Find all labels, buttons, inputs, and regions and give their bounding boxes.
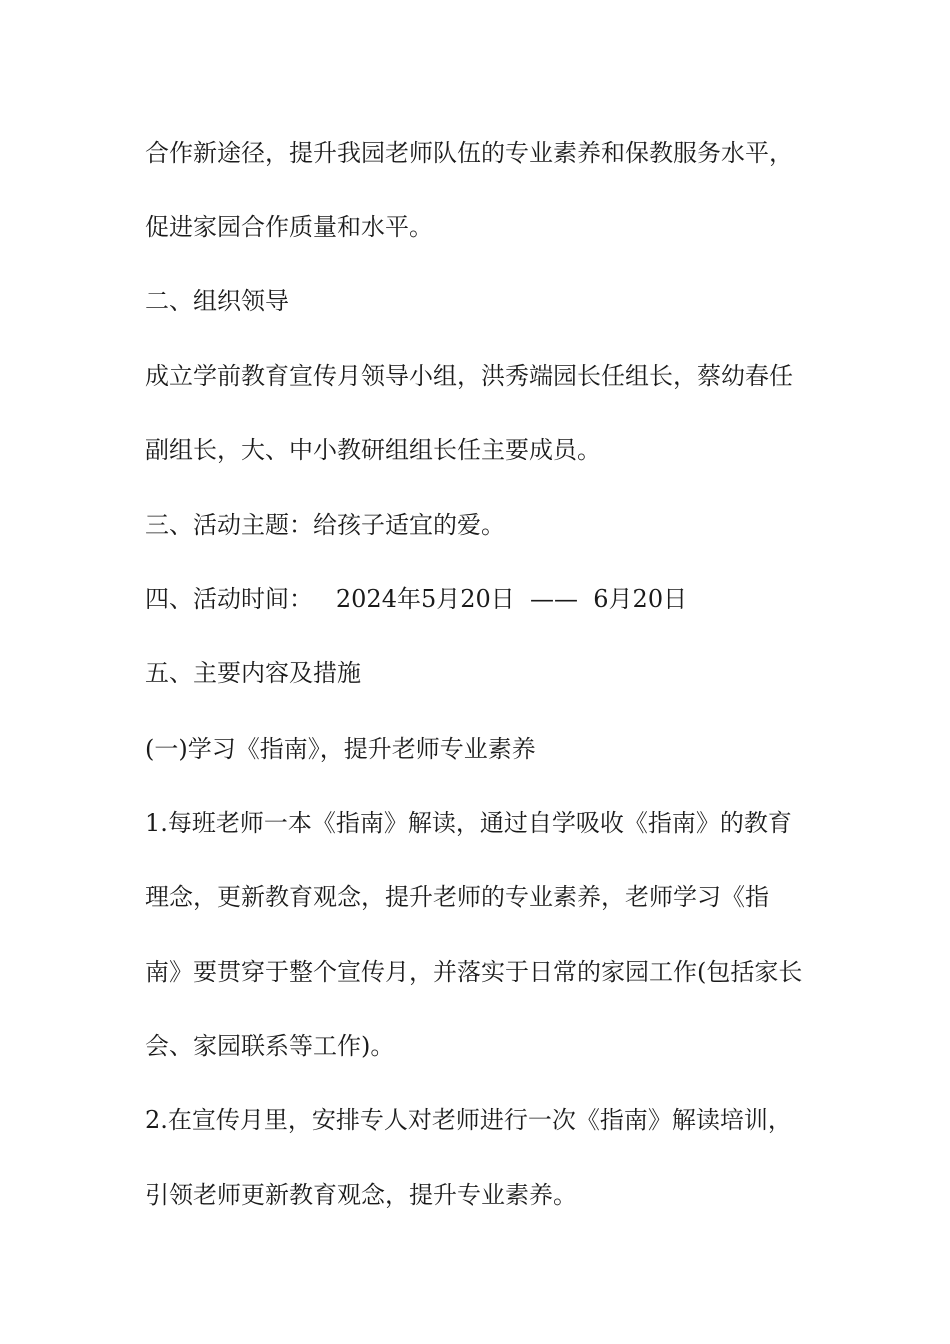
section-heading: 四、活动时间： 2024年5月20日 —— 6月20日 — [145, 585, 688, 613]
text-line: 1.每班老师一本《指南》解读，通过自学吸收《指南》的教育 — [145, 809, 792, 837]
text-line: 引领老师更新教育观念，提升专业素养。 — [145, 1181, 577, 1209]
text-line: 副组长，大、中小教研组组长任主要成员。 — [145, 436, 601, 464]
text-line: 促进家园合作质量和水平。 — [145, 213, 433, 241]
text-line: 理念，更新教育观念，提升老师的专业素养，老师学习《指 — [145, 883, 769, 911]
text-line: 会、家园联系等工作)。 — [145, 1032, 395, 1060]
section-heading: 三、活动主题：给孩子适宜的爱。 — [145, 511, 505, 539]
subsection-heading: (一)学习《指南》，提升老师专业素养 — [145, 735, 536, 763]
text-line: 南》要贯穿于整个宣传月，并落实于日常的家园工作(包括家长 — [145, 958, 803, 986]
text-line: 2.在宣传月里，安排专人对老师进行一次《指南》解读培训， — [145, 1106, 792, 1134]
text-line: 成立学前教育宣传月领导小组，洪秀端园长任组长，蔡幼春任 — [145, 362, 793, 390]
section-heading: 二、组织领导 — [145, 287, 289, 315]
section-heading: 五、主要内容及措施 — [145, 659, 361, 687]
text-line: 合作新途径，提升我园老师队伍的专业素养和保教服务水平， — [145, 139, 793, 167]
